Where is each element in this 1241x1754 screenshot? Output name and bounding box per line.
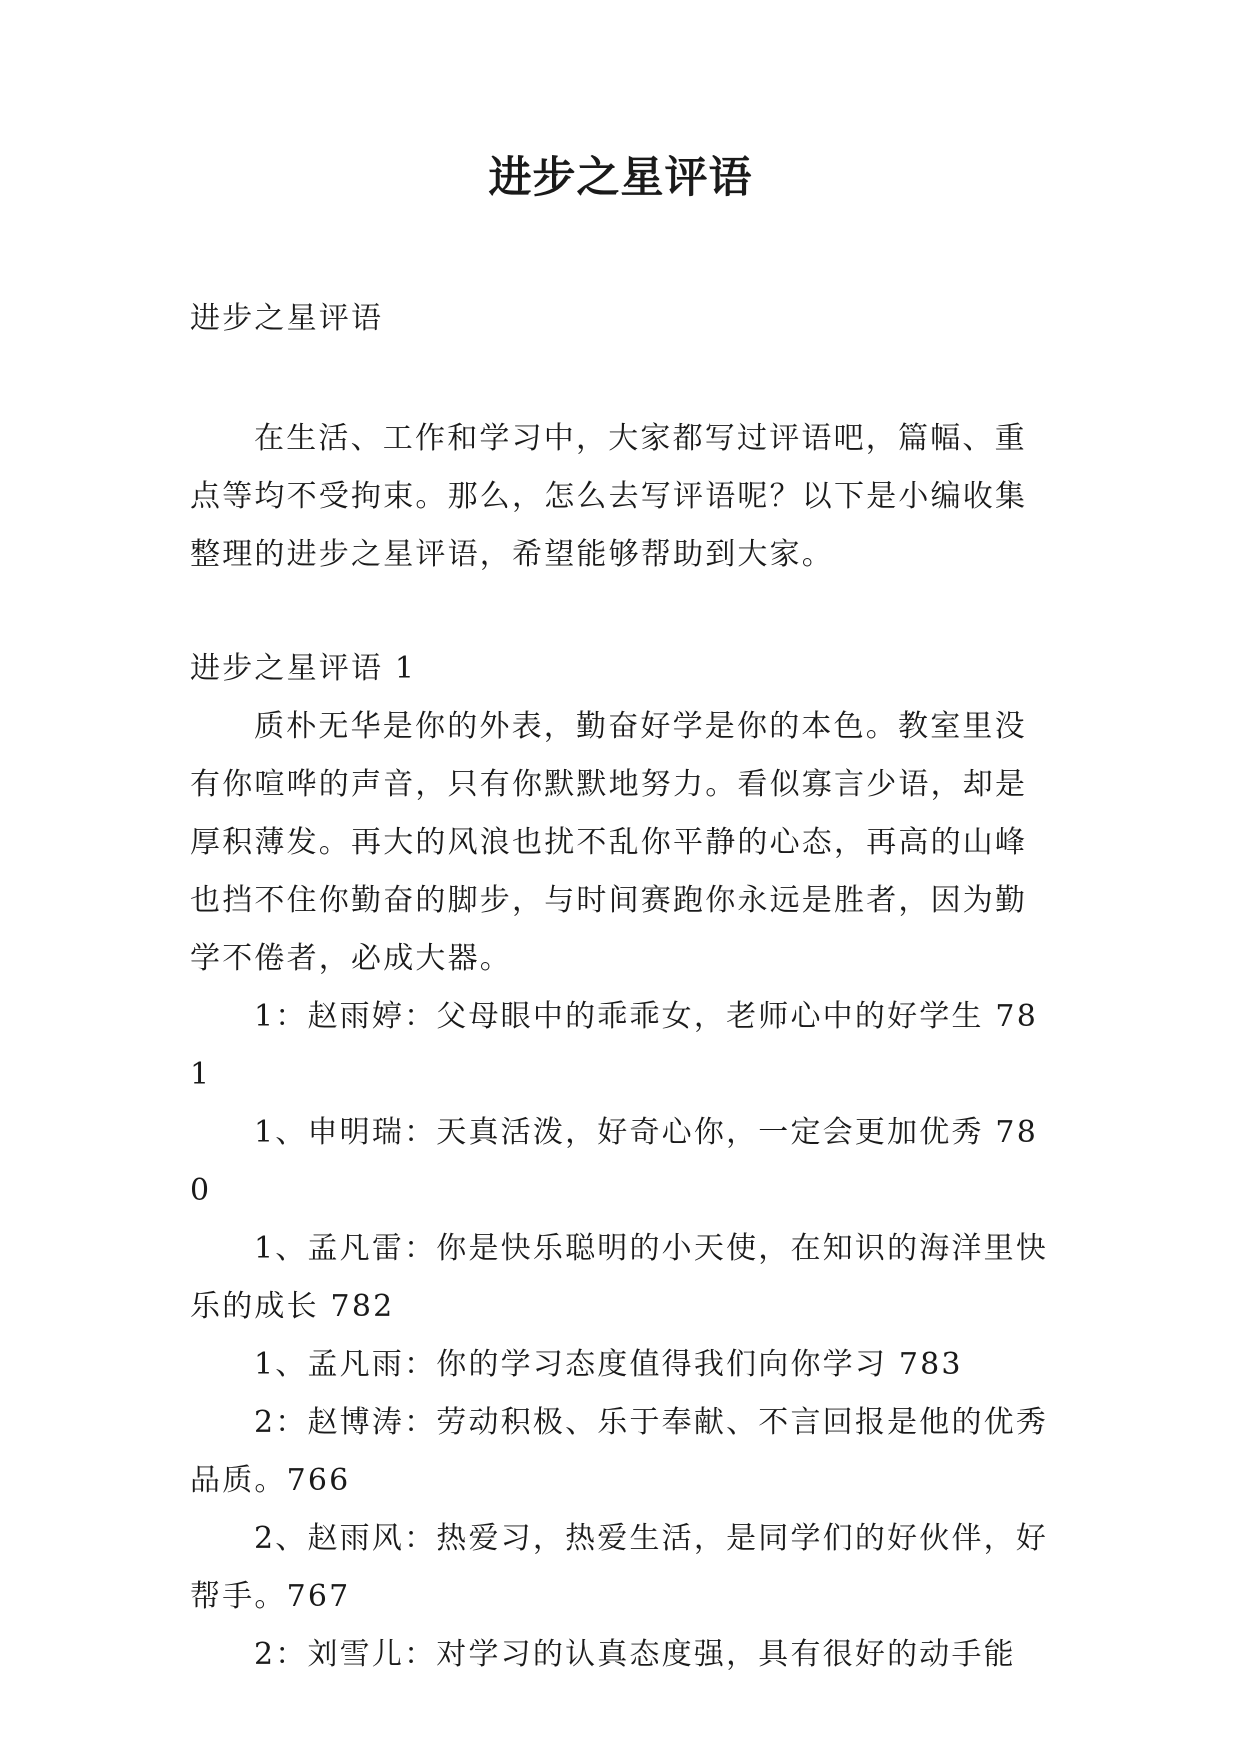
comment-entry: 2、赵雨风：热爱习，热爱生活，是同学们的好伙伴，好帮手。767	[190, 1521, 1049, 1614]
document-body	[190, 290, 1052, 1684]
section-paragraph: 质朴无华是你的外表，勤奋好学是你的本色。教室里没有你喧哗的声音，只有你默默地努力。看似寡言少语，却是厚积薄发。再大的风浪也扰不乱你平静的心态，再高的山峰也挡不住你勤奋的脚步，与时间赛跑你永远是胜者，因为勤学不倦者，必成大器。	[190, 709, 1028, 976]
spacer	[190, 584, 1052, 640]
comment-entry: 1、孟凡雨：你的学习态度值得我们向你学习 783	[254, 1347, 963, 1382]
comment-entry: 1、孟凡雷：你是快乐聪明的小天使，在知识的海洋里快乐的成长 782	[190, 1231, 1049, 1324]
section-heading: 进步之星评语 1	[190, 651, 417, 686]
comment-entry: 1：赵雨婷：父母眼中的乖乖女，老师心中的好学生 781	[190, 999, 1038, 1092]
document-subtitle: 进步之星评语	[190, 301, 384, 336]
spacer	[190, 348, 1052, 410]
comment-entry: 2：刘雪儿：对学习的认真态度强，具有很好的动手能	[254, 1637, 1016, 1672]
intro-paragraph: 在生活、工作和学习中，大家都写过评语吧，篇幅、重点等均不受拘束。那么，怎么去写评语呢？以下是小编收集整理的进步之星评语，希望能够帮助到大家。	[190, 421, 1028, 572]
comment-entry: 1、申明瑞：天真活泼，好奇心你，一定会更加优秀 780	[190, 1115, 1038, 1208]
document-title: 进步之星评语	[488, 153, 753, 203]
comment-entry: 2：赵博涛：劳动积极、乐于奉献、不言回报是他的优秀品质。766	[190, 1405, 1049, 1498]
